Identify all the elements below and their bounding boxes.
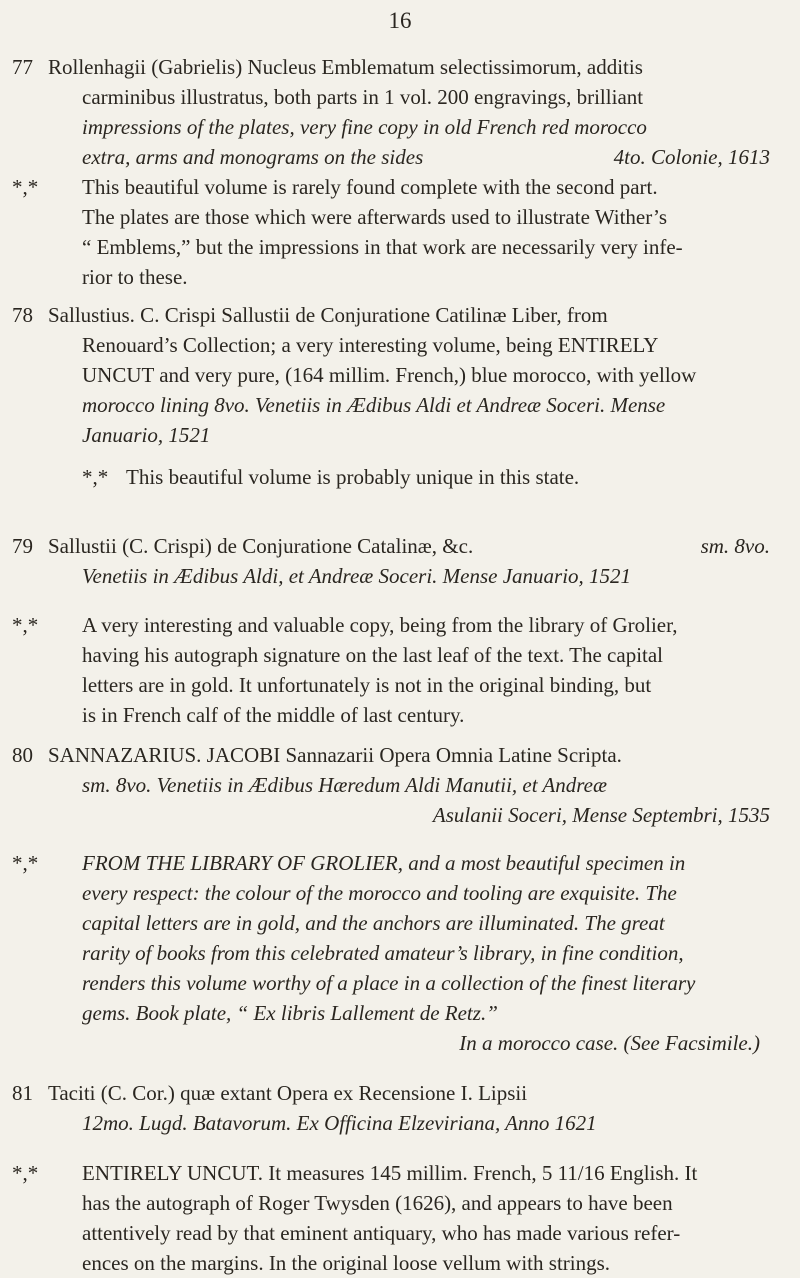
note-line: ences on the margins. In the original loose vellum with strings. (82, 1251, 611, 1275)
note-line: every respect: the colour of the morocco and tooling are exquisite. The (82, 881, 677, 905)
entry-line: Rollenhagii (Gabrielis) Nucleus Emblematum selectissimorum, additis (48, 55, 643, 79)
entry-description (48, 52, 770, 172)
note-marker: *,* (12, 1161, 39, 1185)
entry-description (48, 300, 770, 450)
entry-line: carminibus illustratus, both parts in 1 vol. 200 engravings, brilliant (82, 85, 644, 109)
entry-line: morocco lining 8vo. Venetiis in Ædibus Aldi et Andreæ Soceri. Mense (82, 393, 666, 417)
entry-line: impressions of the plates, very fine copy in old French red morocco (82, 115, 647, 139)
entry-line: UNCUT and very pure, (164 millim. French,) blue morocco, with yellow (82, 363, 697, 387)
entry-line: Asulanii Soceri, Mense Septembri, 1535 (432, 803, 770, 827)
note-line: The plates are those which were afterwards used to illustrate Wither’s (82, 205, 668, 229)
lot-number: 80 (12, 743, 33, 767)
entry-note-79 (12, 610, 770, 730)
lot-number: 79 (12, 534, 33, 558)
entry-line: Renouard’s Collection; a very interesting volume, being ENTIRELY (82, 333, 659, 357)
entry-line: SANNAZARIUS. JACOBI Sannazarii Opera Omnia Latine Scripta. (48, 743, 622, 767)
note-line: having his autograph signature on the last leaf of the text. The capital (82, 643, 664, 667)
note-marker: *,* (12, 175, 39, 199)
note-line: A very interesting and valuable copy, being from the library of Grolier, (82, 613, 678, 637)
entry-note-81 (12, 1158, 770, 1278)
page-number: 16 (388, 8, 412, 33)
note-line: “ Emblems,” but the impressions in that work are necessarily very infe- (82, 235, 683, 259)
note-line: FROM THE LIBRARY OF GROLIER, and a most beautiful specimen in (82, 851, 686, 875)
entry-description (48, 1078, 770, 1138)
note-line: rior to these. (82, 265, 188, 289)
entry-line: Januario, 1521 (82, 423, 211, 447)
note-line: In a morocco case. (See Facsimile.) (459, 1031, 760, 1055)
entry-description (48, 531, 770, 591)
note-line: ENTIRELY UNCUT. It measures 145 millim. French, 5 11/16 English. It (82, 1161, 698, 1185)
entry-line: sm. 8vo. Venetiis in Ædibus Hæredum Aldi Manutii, et Andreæ (82, 773, 607, 797)
entry-line: extra, arms and monograms on the sides 4to. Colonie, 1613 (82, 145, 770, 169)
note-marker: *,* (12, 613, 39, 637)
note-marker: *,* (82, 465, 109, 489)
entry-line: Taciti (C. Cor.) quæ extant Opera ex Recensione I. Lipsii (48, 1081, 528, 1105)
entry-line: Sallustius. C. Crispi Sallustii de Conjuratione Catilinæ Liber, from (48, 303, 608, 327)
entry-note-78 (82, 462, 770, 492)
note-line: This beautiful volume is probably unique in this state. (126, 465, 580, 489)
note-marker: *,* (12, 851, 39, 875)
entry-line: 12mo. Lugd. Batavorum. Ex Officina Elzeviriana, Anno 1621 (82, 1111, 597, 1135)
note-line: gems. Book plate, “ Ex libris Lallement de Retz.” (82, 1001, 498, 1025)
entry-line: Venetiis in Ædibus Aldi, et Andreæ Soceri. Mense Januario, 1521 (82, 564, 632, 588)
note-line: letters are in gold. It unfortunately is not in the original binding, but (82, 673, 652, 697)
note-line: has the autograph of Roger Twysden (1626), and appears to have been (82, 1191, 673, 1215)
entry-description (48, 740, 770, 830)
note-line: rarity of books from this celebrated amateur’s library, in fine condition, (82, 941, 684, 965)
lot-number: 81 (12, 1081, 33, 1105)
note-line: capital letters are in gold, and the anchors are illuminated. The great (82, 911, 665, 935)
entry-line: Sallustii (C. Crispi) de Conjuratione Catalinæ, &c. sm. 8vo. (48, 534, 770, 558)
entry-note-80 (12, 848, 770, 1058)
lot-number: 77 (12, 55, 33, 79)
note-line: renders this volume worthy of a place in a collection of the finest literary (82, 971, 696, 995)
entry-note-77 (12, 172, 770, 292)
lot-number: 78 (12, 303, 33, 327)
note-line: This beautiful volume is rarely found complete with the second part. (82, 175, 658, 199)
note-line: attentively read by that eminent antiquary, who has made various refer- (82, 1221, 681, 1245)
note-line: is in French calf of the middle of last century. (82, 703, 465, 727)
